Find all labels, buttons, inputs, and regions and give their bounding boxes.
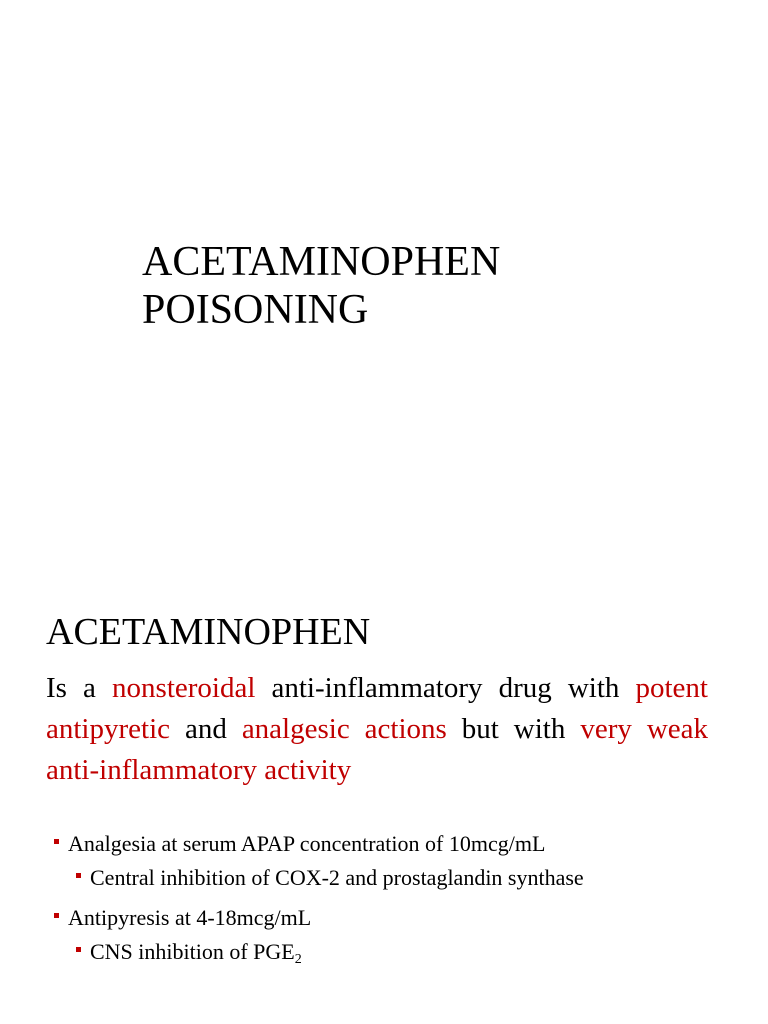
intro-text-4: but with <box>446 713 581 745</box>
sub-bullet-text: CNS inhibition of PGE <box>90 939 295 964</box>
intro-text-1: Is a <box>46 672 113 704</box>
slide-2-title: ACETAMINOPHEN <box>46 611 371 653</box>
bullet-item <box>48 830 708 858</box>
sub-bullet-item <box>48 938 708 966</box>
intro-highlight-antipyretic: potent antipyretic <box>46 672 708 745</box>
subscript: 2 <box>294 952 302 967</box>
intro-text-3: and <box>170 713 242 745</box>
red-square-bullet-icon <box>54 839 59 844</box>
sub-bullet-item <box>48 864 708 892</box>
bullet-text: Antipyresis at 4-18mcg/mL <box>68 905 312 930</box>
red-square-bullet-icon <box>54 913 59 918</box>
bullet-text: Analgesia at serum APAP concentration of 10mcg/mL <box>68 831 546 856</box>
red-square-bullet-icon <box>76 873 81 878</box>
slide-1-title <box>142 238 500 334</box>
intro-text-2: anti-inflammatory drug with <box>255 672 636 704</box>
slide-1-title-line1: ACETAMINOPHEN <box>142 239 501 285</box>
slide-1-title-line2: POISONING <box>142 287 369 333</box>
bullet-item <box>48 904 708 932</box>
sub-bullet-text: Central inhibition of COX-2 and prostaglandin synthase <box>90 865 584 890</box>
slide-2-intro <box>46 668 708 791</box>
intro-highlight-weak-activity: very weak anti-inflammatory activity <box>46 713 709 786</box>
intro-highlight-nonsteroidal: nonsteroidal <box>112 672 256 704</box>
red-square-bullet-icon <box>76 947 81 952</box>
intro-highlight-analgesic: analgesic actions <box>241 713 447 745</box>
bullet-list <box>48 830 708 966</box>
